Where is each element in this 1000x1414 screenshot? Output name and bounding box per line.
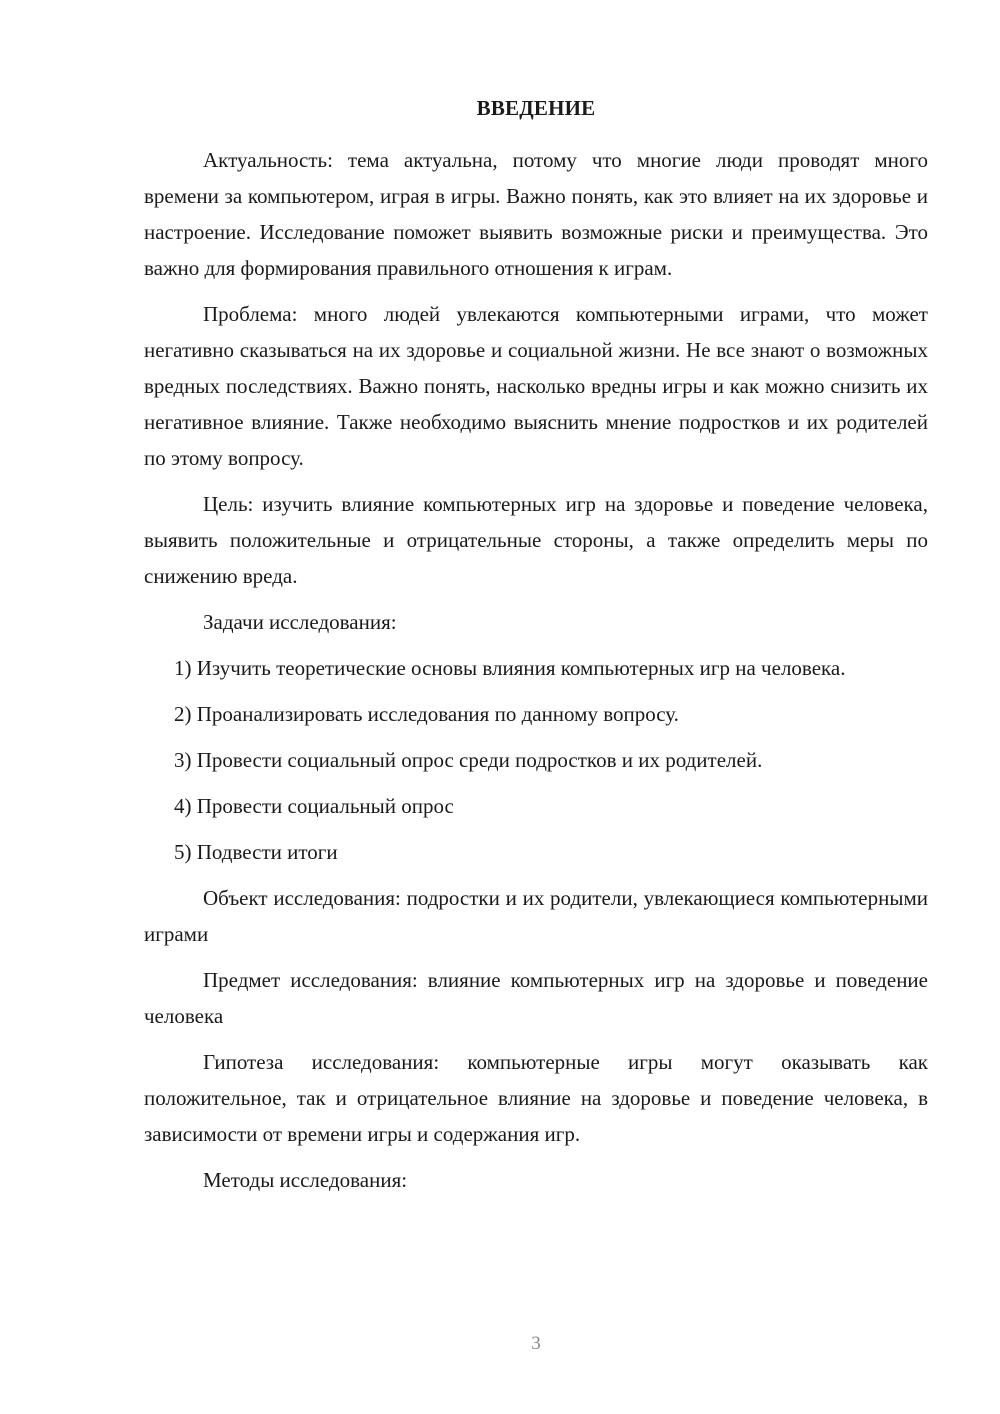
goal-paragraph: Цель: изучить влияние компьютерных игр на здоровье и поведение человека, выявить положительные и отрицательные стороны, а также определить меры по снижению вреда.	[144, 492, 928, 588]
tasks-heading: Задачи исследования:	[203, 610, 397, 634]
task-item-2: 2) Проанализировать исследования по данному вопросу.	[174, 702, 679, 726]
page-number: 3	[531, 1333, 541, 1354]
hypothesis-paragraph: Гипотеза исследования: компьютерные игры могут оказывать как положительное, так и отрицательное влияние на здоровье и поведение человека, в зависимости от времени игры и содержания игр.	[144, 1050, 928, 1146]
document-page	[144, 0, 928, 1414]
object-paragraph: Объект исследования: подростки и их родители, увлекающиеся компьютерными играми	[144, 886, 928, 946]
problem-paragraph: Проблема: много людей увлекаются компьютерными играми, что может негативно сказываться на их здоровье и социальной жизни. Не все знают о возможных вредных последствиях. Важно понять, насколько вредны игры и как можно снизить их негативное влияние. Также необходимо выяснить мнение подростков и их родителей по этому вопросу.	[144, 302, 928, 470]
page-title: ВВЕДЕНИЕ	[476, 96, 596, 120]
methods-heading: Методы исследования:	[203, 1168, 408, 1192]
task-item-5: 5) Подвести итоги	[174, 840, 338, 864]
relevance-paragraph: Актуальность: тема актуальна, потому что многие люди проводят много времени за компьютером, играя в игры. Важно понять, как это влияет на их здоровье и настроение. Исследование поможет выявить возможные риски и преимущества. Это важно для формирования правильного отношения к играм.	[144, 148, 928, 280]
task-item-1: 1) Изучить теоретические основы влияния компьютерных игр на человека.	[174, 656, 846, 680]
subject-paragraph: Предмет исследования: влияние компьютерных игр на здоровье и поведение человека	[144, 968, 928, 1028]
document-body	[144, 142, 928, 1208]
task-item-4: 4) Провести социальный опрос	[174, 794, 454, 818]
task-item-3: 3) Провести социальный опрос среди подростков и их родителей.	[174, 748, 763, 772]
